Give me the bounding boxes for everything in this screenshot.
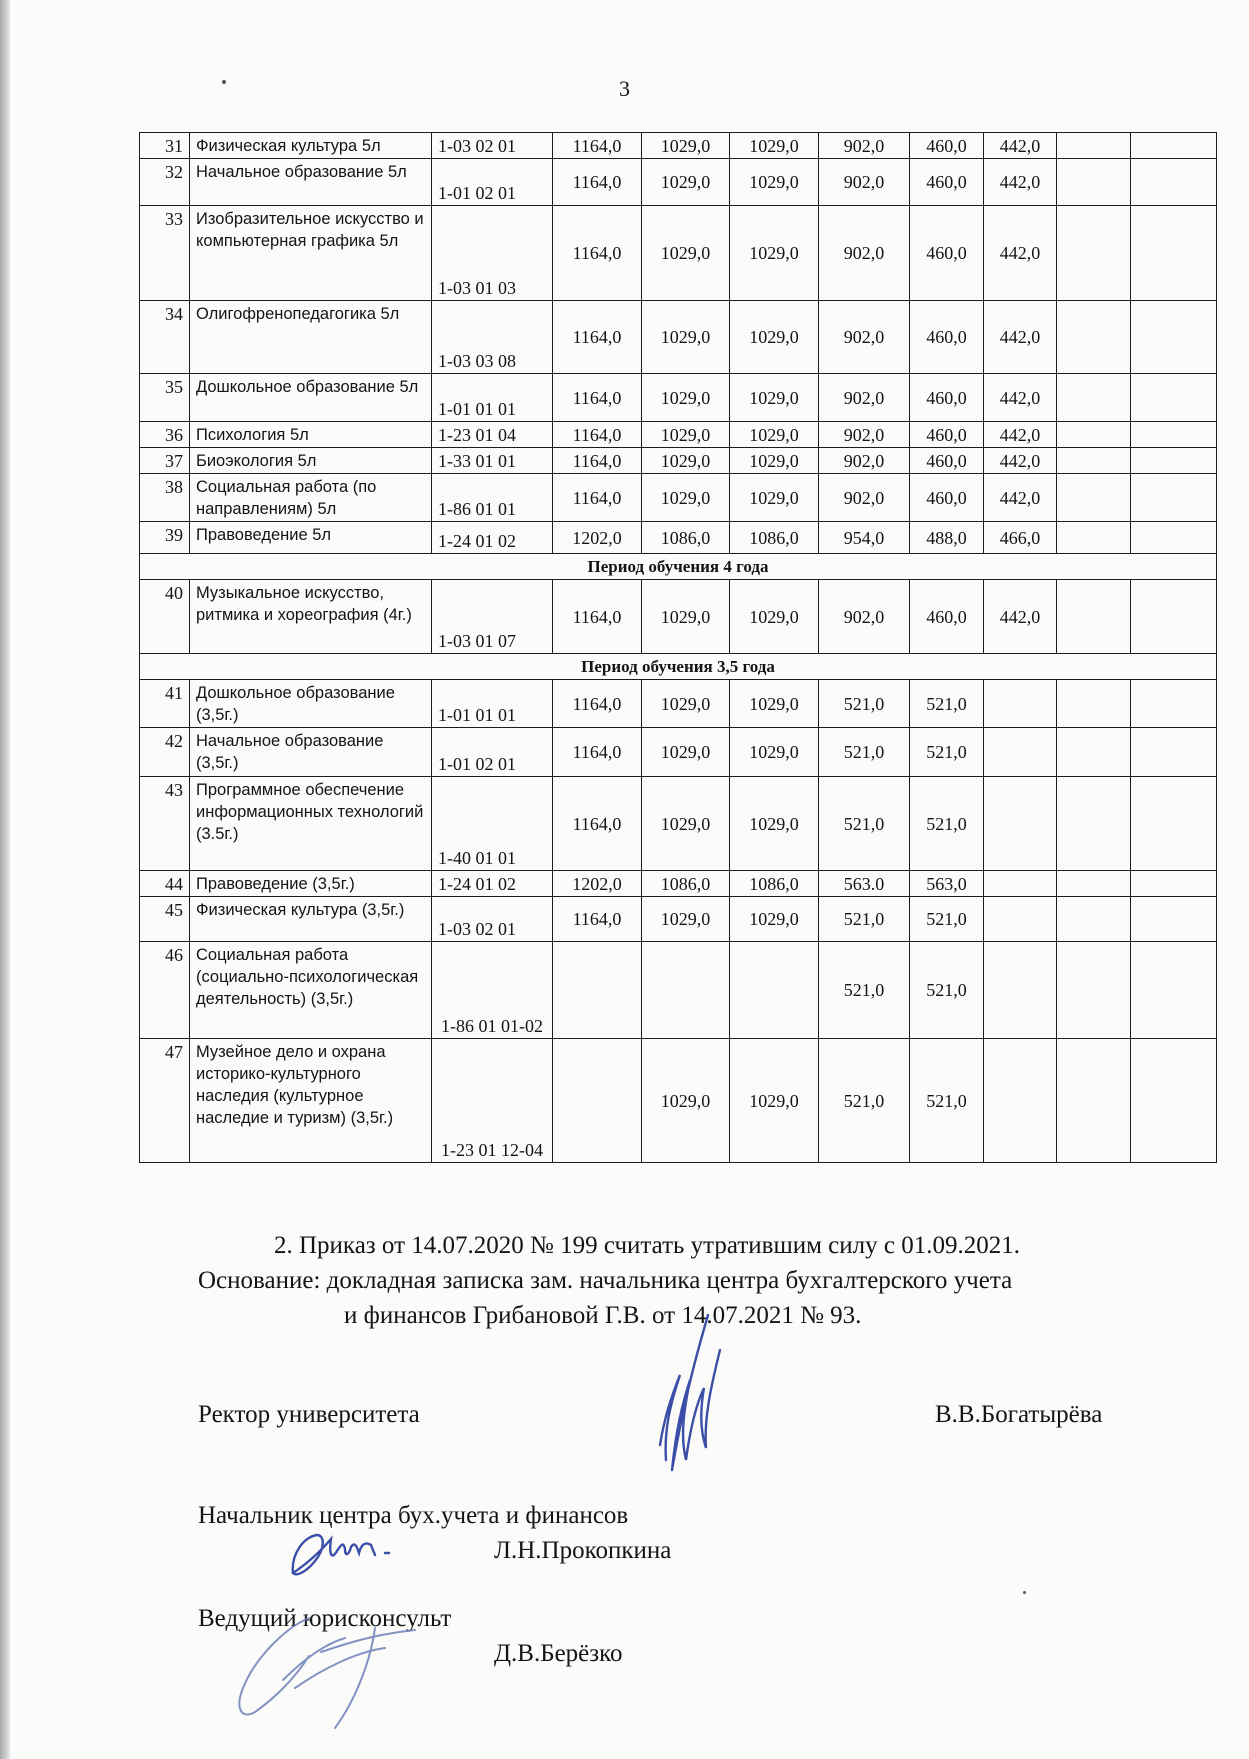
fee-value-cell: 1164,0 [553,777,642,871]
fee-value-cell: 460,0 [910,448,984,474]
fee-value-cell: 1164,0 [553,159,642,206]
row-number: 43 [140,777,190,871]
fee-value-cell: 442,0 [984,580,1057,654]
fee-value-cell: 1164,0 [553,474,642,522]
specialty-code: 1-23 01 04 [432,422,553,448]
specialty-name: Начальное образование (3,5г.) [190,728,432,777]
fee-value-cell: 442,0 [984,474,1057,522]
specialty-name: Олигофренопедагогика 5л [190,301,432,374]
specialty-code: 1-24 01 02 [432,522,553,554]
specialty-name: Дошкольное образование (3,5г.) [190,680,432,728]
fee-value-cell: 1029,0 [730,777,819,871]
fee-value-cell [984,728,1057,777]
fee-value-cell [1131,374,1217,422]
fee-value-cell [984,680,1057,728]
fee-value-cell: 1202,0 [553,871,642,897]
lawyer-name: Д.В.Берёзко [494,1640,623,1667]
fee-value-cell [1057,474,1131,522]
table-section-row [140,654,1217,680]
fee-value-cell: 902,0 [819,301,910,374]
table-row [140,522,1217,554]
fee-value-cell: 1029,0 [730,301,819,374]
row-number: 33 [140,206,190,301]
fee-value-cell: 1164,0 [553,301,642,374]
fee-value-cell: 902,0 [819,206,910,301]
table-row [140,448,1217,474]
specialty-name: Музыкальное искусство, ритмика и хореография (4г.) [190,580,432,654]
fee-value-cell: 521,0 [819,942,910,1039]
specialty-code: 1-03 01 03 [432,206,553,301]
specialty-code: 1-40 01 01 [432,777,553,871]
fee-value-cell [1131,159,1217,206]
fee-value-cell [1057,522,1131,554]
scan-edge [0,0,10,1759]
specialty-code: 1-03 02 01 [432,897,553,942]
fee-value-cell: 1029,0 [642,777,730,871]
row-number: 39 [140,522,190,554]
specialty-name: Социальная работа (социально-психологическая деятельность) (3,5г.) [190,942,432,1039]
fee-value-cell [1131,897,1217,942]
table-row [140,206,1217,301]
specialty-code: 1-01 02 01 [432,159,553,206]
fee-value-cell: 1086,0 [730,522,819,554]
finance-head-name: Л.Н.Прокопкина [494,1537,672,1564]
specialty-name: Изобразительное искусство и компьютерная графика 5л [190,206,432,301]
fee-value-cell [984,871,1057,897]
specialty-name: Психология 5л [190,422,432,448]
fee-value-cell: 1164,0 [553,374,642,422]
fee-value-cell: 1086,0 [642,522,730,554]
table-row [140,159,1217,206]
fee-value-cell: 442,0 [984,422,1057,448]
fee-value-cell: 521,0 [910,1039,984,1163]
fee-value-cell: 1029,0 [642,1039,730,1163]
specialty-code: 1-03 03 08 [432,301,553,374]
fee-value-cell: 563,0 [910,871,984,897]
fee-value-cell [1057,448,1131,474]
row-number: 32 [140,159,190,206]
fee-value-cell: 460,0 [910,474,984,522]
fee-value-cell: 1029,0 [642,680,730,728]
row-number: 35 [140,374,190,422]
fee-value-cell: 1029,0 [730,580,819,654]
fee-value-cell: 466,0 [984,522,1057,554]
specialty-name: Физическая культура 5л [190,133,432,159]
row-number: 31 [140,133,190,159]
row-number: 36 [140,422,190,448]
tuition-fee-table [139,132,1217,1163]
fee-value-cell: 563.0 [819,871,910,897]
fee-value-cell [1057,206,1131,301]
fee-value-cell: 521,0 [819,1039,910,1163]
table-row [140,871,1217,897]
table-row [140,728,1217,777]
fee-value-cell [1131,206,1217,301]
section-title: Период обучения 3,5 года [140,654,1217,680]
fee-value-cell: 1164,0 [553,133,642,159]
table-row [140,777,1217,871]
fee-value-cell [730,942,819,1039]
fee-value-cell [1057,871,1131,897]
fee-value-cell: 521,0 [819,680,910,728]
fee-value-cell [1057,422,1131,448]
row-number: 44 [140,871,190,897]
rector-signature [620,1310,730,1480]
fee-value-cell [1057,159,1131,206]
fee-value-cell: 1164,0 [553,728,642,777]
fee-value-cell [1131,301,1217,374]
order-basis-continued: и финансов Грибановой Г.В. от 14.07.2021 № 93. [344,1302,862,1329]
specialty-code: 1-03 02 01 [432,133,553,159]
specialty-name: Начальное образование 5л [190,159,432,206]
specialty-name: Программное обеспечение информационных технологий (3.5г.) [190,777,432,871]
specialty-name: Физическая культура (3,5г.) [190,897,432,942]
fee-value-cell: 521,0 [910,728,984,777]
row-number: 42 [140,728,190,777]
fee-value-cell [1131,942,1217,1039]
fee-value-cell: 1029,0 [730,159,819,206]
row-number: 37 [140,448,190,474]
fee-value-cell: 1029,0 [642,448,730,474]
fee-value-cell [984,777,1057,871]
fee-value-cell: 1029,0 [642,206,730,301]
fee-value-cell: 902,0 [819,580,910,654]
row-number: 47 [140,1039,190,1163]
fee-value-cell: 1029,0 [642,422,730,448]
fee-value-cell: 1029,0 [730,374,819,422]
specialty-name: Биоэкология 5л [190,448,432,474]
fee-value-cell: 1029,0 [730,897,819,942]
fee-value-cell: 1029,0 [642,897,730,942]
fee-value-cell [1057,897,1131,942]
fee-value-cell [1057,1039,1131,1163]
fee-value-cell: 1029,0 [642,301,730,374]
fee-value-cell [984,1039,1057,1163]
fee-value-cell [1131,871,1217,897]
fee-value-cell: 902,0 [819,159,910,206]
specialty-code: 1-01 01 01 [432,374,553,422]
fee-value-cell: 1086,0 [642,871,730,897]
fee-value-cell [1057,728,1131,777]
fee-value-cell [553,942,642,1039]
fee-value-cell: 1029,0 [730,448,819,474]
fee-value-cell: 442,0 [984,374,1057,422]
table-row [140,897,1217,942]
fee-value-cell: 954,0 [819,522,910,554]
table-row [140,580,1217,654]
fee-value-cell: 460,0 [910,133,984,159]
table-row [140,1039,1217,1163]
section-title: Период обучения 4 года [140,554,1217,580]
fee-value-cell: 1086,0 [730,871,819,897]
fee-value-cell [1057,580,1131,654]
row-number: 41 [140,680,190,728]
fee-value-cell [1131,728,1217,777]
table-section-row [140,554,1217,580]
fee-value-cell: 1029,0 [642,580,730,654]
fee-value-cell: 1164,0 [553,206,642,301]
fee-value-cell: 902,0 [819,474,910,522]
fee-value-cell: 1164,0 [553,422,642,448]
fee-value-cell [1057,680,1131,728]
fee-value-cell: 460,0 [910,206,984,301]
fee-value-cell: 442,0 [984,301,1057,374]
fee-value-cell [1131,580,1217,654]
lawyer-signature [225,1608,445,1738]
fee-value-cell [1131,522,1217,554]
fee-value-cell: 1164,0 [553,680,642,728]
fee-value-cell: 460,0 [910,374,984,422]
specialty-code: 1-86 01 01-02 [432,942,553,1039]
fee-value-cell: 1029,0 [642,133,730,159]
fee-value-cell [1057,374,1131,422]
fee-value-cell: 1029,0 [730,1039,819,1163]
fee-value-cell: 521,0 [819,777,910,871]
order-basis: Основание: докладная записка зам. начальника центра бухгалтерского учета [198,1267,1013,1294]
fee-value-cell [984,942,1057,1039]
fee-value-cell: 902,0 [819,133,910,159]
table-row [140,133,1217,159]
specialty-name: Социальная работа (по направлениям) 5л [190,474,432,522]
fee-value-cell: 1029,0 [642,374,730,422]
fee-value-cell: 1029,0 [730,728,819,777]
fee-value-cell: 521,0 [819,728,910,777]
fee-value-cell: 1164,0 [553,448,642,474]
fee-value-cell: 521,0 [910,777,984,871]
table-row [140,301,1217,374]
fee-value-cell [1131,133,1217,159]
fee-value-cell: 442,0 [984,133,1057,159]
row-number: 40 [140,580,190,654]
fee-value-cell: 902,0 [819,422,910,448]
table-row [140,680,1217,728]
fee-value-cell [1131,448,1217,474]
specialty-name: Музейное дело и охрана историко-культурного наследия (культурное наследие и туризм) (3,5г.) [190,1039,432,1163]
specialty-code: 1-24 01 02 [432,871,553,897]
fee-value-cell: 1164,0 [553,580,642,654]
fee-value-cell [984,897,1057,942]
fee-value-cell [1131,1039,1217,1163]
fee-value-cell: 902,0 [819,448,910,474]
scan-speck [1023,1591,1026,1594]
row-number: 45 [140,897,190,942]
specialty-code: 1-03 01 07 [432,580,553,654]
fee-value-cell: 521,0 [910,680,984,728]
specialty-name: Правоведение (3,5г.) [190,871,432,897]
fee-value-cell [553,1039,642,1163]
fee-value-cell [1131,680,1217,728]
fee-value-cell: 1029,0 [730,206,819,301]
fee-value-cell: 460,0 [910,422,984,448]
fee-value-cell [1131,474,1217,522]
fee-value-cell [1131,777,1217,871]
fee-value-cell [1131,422,1217,448]
fee-value-cell: 1029,0 [730,133,819,159]
fee-value-cell: 460,0 [910,159,984,206]
fee-value-cell: 442,0 [984,206,1057,301]
rector-name: В.В.Богатырёва [935,1401,1103,1428]
row-number: 38 [140,474,190,522]
specialty-code: 1-01 01 01 [432,680,553,728]
row-number: 46 [140,942,190,1039]
fee-value-cell: 488,0 [910,522,984,554]
fee-value-cell: 1029,0 [642,159,730,206]
table-row [140,474,1217,522]
finance-head-signature [285,1515,415,1585]
page-number: 3 [619,76,630,101]
fee-value-cell: 521,0 [819,897,910,942]
fee-value-cell [1057,133,1131,159]
fee-value-cell [1057,301,1131,374]
table-row [140,942,1217,1039]
fee-value-cell: 460,0 [910,580,984,654]
fee-value-cell: 442,0 [984,448,1057,474]
fee-value-cell [1057,777,1131,871]
specialty-name: Дошкольное образование 5л [190,374,432,422]
table-row [140,422,1217,448]
fee-value-cell: 1164,0 [553,897,642,942]
fee-value-cell: 1029,0 [730,422,819,448]
specialty-code: 1-23 01 12-04 [432,1039,553,1163]
row-number: 34 [140,301,190,374]
fee-value-cell: 521,0 [910,942,984,1039]
fee-value-cell: 442,0 [984,159,1057,206]
specialty-name: Правоведение 5л [190,522,432,554]
specialty-code: 1-33 01 01 [432,448,553,474]
fee-value-cell: 902,0 [819,374,910,422]
fee-value-cell: 1029,0 [642,728,730,777]
order-item-2: 2. Приказ от 14.07.2020 № 199 считать утратившим силу с 01.09.2021. [274,1232,1020,1259]
lawyer-title: Ведущий юрисконсульт [198,1605,452,1632]
specialty-code: 1-01 02 01 [432,728,553,777]
fee-value-cell [1057,942,1131,1039]
fee-value-cell: 521,0 [910,897,984,942]
fee-value-cell [642,942,730,1039]
finance-head-title: Начальник центра бух.учета и финансов [198,1502,629,1529]
rector-title: Ректор университета [198,1401,420,1428]
fee-value-cell: 1202,0 [553,522,642,554]
fee-value-cell: 1029,0 [730,474,819,522]
fee-value-cell: 460,0 [910,301,984,374]
fee-value-cell: 1029,0 [730,680,819,728]
fee-value-cell: 1029,0 [642,474,730,522]
table-row [140,374,1217,422]
specialty-code: 1-86 01 01 [432,474,553,522]
